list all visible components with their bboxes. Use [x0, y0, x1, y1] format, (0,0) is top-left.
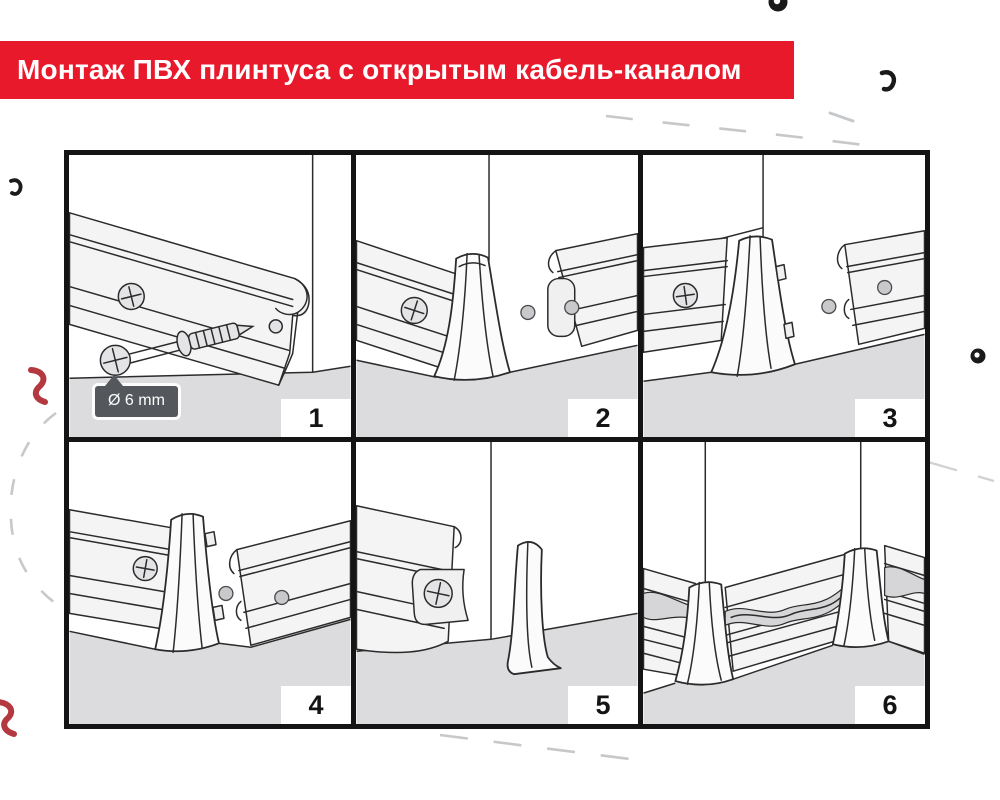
donut-dot-right-icon	[971, 349, 986, 364]
red-squiggle-bottom-left-icon	[0, 702, 14, 734]
comma-doodle-left-icon	[11, 180, 21, 194]
illustration-connector-joint	[69, 442, 351, 724]
diameter-label: Ø 6 mm	[95, 386, 178, 417]
illustration-end-cap	[356, 442, 638, 724]
red-squiggle-left-icon	[31, 370, 45, 402]
dashed-line-below-grid-icon	[440, 735, 630, 759]
dashed-line-right-icon	[928, 462, 994, 481]
step-panel-2	[356, 155, 638, 437]
illustration-inner-corner-cap	[643, 155, 925, 437]
dashed-curve-above-grid-icon	[606, 116, 864, 145]
page-title: Монтаж ПВХ плинтуса с открытым кабель-каналом	[17, 54, 742, 85]
step-number-badge: 2	[568, 399, 638, 437]
step-panel-1	[69, 155, 351, 437]
step-number-badge: 1	[281, 399, 351, 437]
step-number-badge: 6	[855, 686, 925, 724]
gray-dash-near-banner-icon	[830, 113, 853, 121]
steps-grid	[64, 150, 930, 729]
step-number-badge: 4	[281, 686, 351, 724]
title-banner	[0, 41, 794, 99]
illustration-outer-corner-cap	[356, 155, 638, 437]
step-number-badge: 3	[855, 399, 925, 437]
donut-dot-top-icon	[769, 0, 788, 12]
step-number-badge: 5	[568, 686, 638, 724]
illustration-cables-in-open-channel	[643, 442, 925, 724]
dashed-arc-left-icon	[11, 413, 56, 603]
step-panel-4	[69, 442, 351, 724]
comma-doodle-top-right-icon	[882, 72, 894, 89]
step-panel-3	[643, 155, 925, 437]
step-panel-6	[643, 442, 925, 724]
step-panel-5	[356, 442, 638, 724]
